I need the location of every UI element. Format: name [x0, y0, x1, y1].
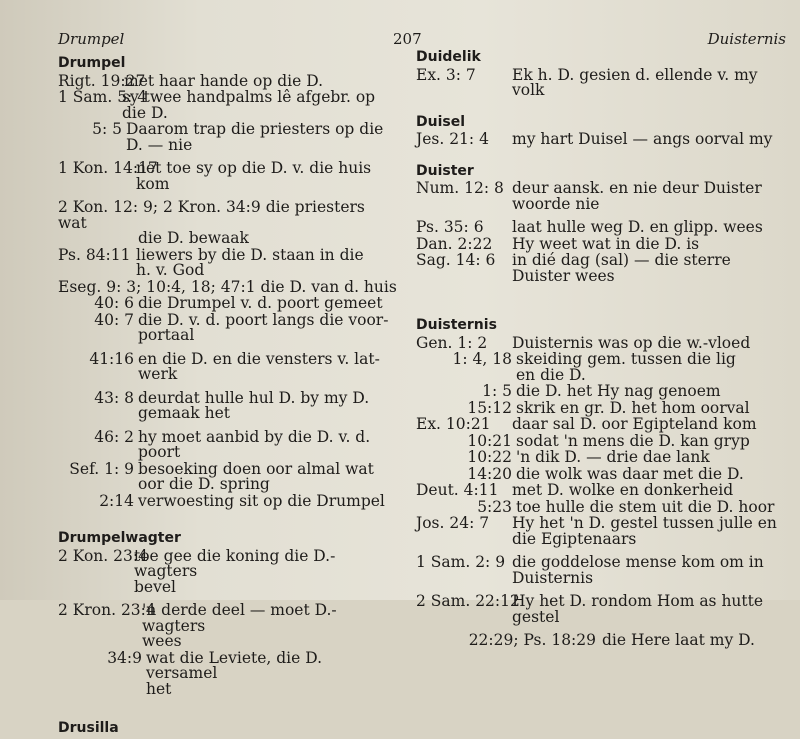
- concordance-entry: [416, 431, 800, 450]
- concordance-entry: [58, 491, 398, 510]
- scripture-ref: 2:14: [99, 491, 134, 510]
- concordance-entry: [416, 464, 800, 483]
- entry-continuation: kom: [136, 174, 170, 193]
- concordance-entry: [416, 253, 800, 284]
- right-column: [416, 50, 800, 649]
- scripture-ref: 15:12: [467, 398, 512, 417]
- concordance-entry: [416, 483, 800, 499]
- header-right-keyword: Duisternis: [707, 30, 786, 48]
- scripture-ref: 10:22: [467, 448, 512, 466]
- entry-text: met D. wolke en donkerheid: [512, 481, 734, 499]
- entry-text: deurdat hulle hul D. by my D.: [138, 388, 370, 407]
- concordance-entry: [416, 516, 800, 547]
- entry-text: 'n dik D. — drie dae lank: [516, 448, 710, 466]
- concordance-entry: [58, 603, 398, 650]
- entry-continuation: Duister wees: [512, 266, 615, 285]
- scripture-ref: 2 Sam. 22:12: [416, 592, 520, 610]
- concordance-entry: [58, 122, 398, 153]
- scripture-ref: 41:16: [89, 349, 134, 368]
- scripture-ref: 14:20: [467, 464, 512, 483]
- entry-continuation: die D.: [122, 103, 168, 122]
- section-heading-duisternis: Duisternis: [416, 317, 497, 333]
- entry-continuation: gemaak het: [138, 404, 230, 422]
- entry-continuation: poort: [138, 443, 181, 461]
- entry-text: hy moet aanbid by die D. v. d.: [138, 427, 371, 446]
- entry-continuation: h. v. God: [136, 261, 205, 279]
- concordance-entry: [58, 427, 398, 461]
- concordance-entry: [416, 450, 800, 466]
- entry-text: die Here laat my D.: [602, 631, 755, 649]
- scripture-ref: 46: 2: [94, 427, 134, 446]
- concordance-entry: [58, 388, 398, 422]
- entry-text: sy twee handpalms lê afgebr. op: [122, 88, 376, 106]
- scripture-ref: 10:21: [467, 431, 512, 450]
- entry-text: wat die Leviete, die D. versamel: [146, 648, 323, 682]
- concordance-entry: [58, 200, 398, 247]
- entry-text: laat hulle weg D. en glipp. wees: [512, 218, 763, 236]
- entry-text: toe gee die koning die D.-wagters: [134, 546, 336, 580]
- concordance-entry: [58, 459, 398, 493]
- scripture-ref: 1 Sam. 2: 9: [416, 553, 506, 571]
- scripture-ref: Eseg. 9: 3; 10:4, 18; 47:1: [58, 277, 256, 296]
- header-left-keyword: Drumpel: [58, 30, 125, 48]
- concordance-entry: [58, 296, 398, 312]
- concordance-entry: [416, 398, 800, 417]
- concordance-entry: [58, 161, 398, 192]
- concordance-entry: [58, 546, 398, 596]
- page-number: 207: [393, 30, 422, 48]
- section-heading-duister: Duister: [416, 162, 474, 179]
- scripture-ref: 1 Sam. 5: 4: [58, 88, 148, 106]
- entry-text: Hy weet wat in die D. is: [512, 234, 700, 253]
- concordance-entry: [416, 594, 800, 625]
- scripture-ref: 5:23: [477, 497, 512, 516]
- concordance-entry: [416, 417, 800, 433]
- entry-text: Hy het D. rondom Hom as hutte: [512, 592, 764, 610]
- entry-text: in dié dag (sal) — die sterre: [512, 251, 731, 269]
- scripture-ref: 1: 5: [482, 382, 512, 400]
- entry-text: sodat 'n mens die D. kan gryp: [516, 431, 750, 450]
- entry-continuation: portaal: [138, 326, 195, 344]
- concordance-entry: [58, 349, 398, 383]
- scripture-ref: Sef. 1: 9: [69, 459, 134, 478]
- concordance-entry: [416, 384, 800, 400]
- entry-continuation: die D. bewaak: [138, 229, 249, 247]
- section-heading-duidelik: Duidelik: [416, 49, 481, 65]
- scripture-ref: Rigt. 19:27: [58, 71, 146, 90]
- concordance-entry: [416, 65, 800, 99]
- concordance-entry: [416, 497, 800, 516]
- concordance-entry: [58, 90, 398, 121]
- entry-continuation: bevel: [134, 577, 176, 596]
- scripture-ref: Jos. 24: 7: [416, 514, 490, 532]
- entry-text: die D. v. d. poort langs die voor-: [138, 310, 389, 329]
- scripture-ref: 1: 4, 18: [452, 350, 512, 368]
- scripture-ref: Gen. 1: 2: [416, 333, 488, 352]
- scripture-ref: Jes. 21: 4: [416, 130, 489, 148]
- scripture-ref: Ps. 35: 6: [416, 218, 484, 236]
- section-heading-drusilla: Drusilla: [58, 720, 119, 736]
- entry-text: toe hulle die stem uit die D. hoor: [516, 497, 775, 516]
- entry-text: my hart Duisel — angs oorval my: [512, 130, 773, 148]
- scripture-ref: 1 Kon. 14:17: [58, 159, 158, 177]
- entry-text: die Drumpel v. d. poort gemeet: [138, 294, 383, 312]
- entry-continuation: woorde nie: [512, 194, 600, 213]
- entry-text: net toe sy op die D. v. die huis: [136, 159, 372, 177]
- scripture-ref: Ps. 84:11: [58, 245, 131, 264]
- scripture-ref: Num. 12: 8: [416, 179, 504, 197]
- entry-continuation: Duisternis: [512, 568, 594, 587]
- left-column: [58, 56, 398, 739]
- scripture-ref: 2 Kon. 12: 9; 2 Kron. 34:9: [58, 198, 261, 216]
- scripture-ref: 5: 5: [92, 120, 122, 138]
- entry-text: liewers by die D. staan in die: [136, 245, 364, 264]
- scripture-ref: 34:9: [107, 648, 142, 667]
- entry-text: deur aansk. en nie deur Duister: [512, 179, 762, 197]
- scripture-ref: 22:29; Ps. 18:29: [468, 631, 596, 649]
- entry-text: die priesters wat: [58, 198, 365, 232]
- entry-continuation: en die D.: [516, 365, 586, 384]
- entry-continuation: volk: [512, 81, 545, 99]
- entry-continuation: het: [146, 679, 172, 698]
- entry-continuation: D. — nie: [126, 135, 193, 154]
- entry-continuation: werk: [138, 365, 178, 383]
- entry-text: die D. van d. huis: [260, 277, 397, 296]
- section-heading-drumpel: Drumpel: [58, 55, 126, 71]
- concordance-entry: [58, 245, 398, 279]
- concordance-entry: [416, 633, 800, 649]
- entry-continuation: oor die D. spring: [138, 475, 270, 493]
- entry-text: daar sal D. oor Egipteland kom: [512, 415, 757, 433]
- scripture-ref: Ex. 10:21: [416, 415, 491, 433]
- entry-continuation: wees: [142, 632, 182, 650]
- entry-text: skrik en gr. D. het hom oorval: [516, 398, 750, 417]
- concordance-entry: [416, 555, 800, 586]
- entry-text: die D. het Hy nag genoem: [516, 382, 721, 400]
- entry-text: Daarom trap die priesters op die: [126, 120, 384, 138]
- concordance-entry: [416, 234, 800, 253]
- section-heading-drumpelwagter: Drumpelwagter: [58, 530, 181, 546]
- entry-text: Hy het 'n D. gestel tussen julle en: [512, 514, 777, 532]
- entry-text: verwoesting sit op die Drumpel: [138, 491, 385, 510]
- entry-text: skeiding gem. tussen die lig: [516, 350, 736, 368]
- scripture-ref: 40: 6: [94, 294, 134, 312]
- concordance-entry: [58, 277, 398, 296]
- entry-continuation: gestel: [512, 607, 560, 626]
- concordance-entry: [58, 71, 398, 90]
- concordance-entry: [416, 132, 800, 148]
- entry-text: die goddelose mense kom om in: [512, 553, 764, 571]
- entry-text: en die D. en die vensters v. lat-: [138, 349, 380, 368]
- concordance-entry: [416, 352, 800, 383]
- entry-text: besoeking doen oor almal wat: [138, 459, 374, 478]
- concordance-entry: [58, 310, 398, 344]
- scripture-ref: 2 Kron. 23:4: [58, 601, 156, 619]
- scripture-ref: Deut. 4:11: [416, 481, 499, 499]
- concordance-entry: [416, 181, 800, 212]
- scripture-ref: Ex. 3: 7: [416, 65, 476, 84]
- concordance-entry: [416, 220, 800, 236]
- concordance-entry: [58, 648, 398, 698]
- section-heading-duisel: Duisel: [416, 113, 466, 130]
- entry-text: Ek h. D. gesien d. ellende v. my: [512, 65, 758, 84]
- scripture-ref: Sag. 14: 6: [416, 251, 496, 269]
- scripture-ref: 43: 8: [94, 388, 134, 407]
- entry-continuation: die Egiptenaars: [512, 529, 637, 548]
- scripture-ref: 40: 7: [94, 310, 134, 329]
- entry-text: met haar hande op die D.: [124, 71, 324, 90]
- scripture-ref: 2 Kon. 23:4: [58, 546, 148, 565]
- concordance-entry: [416, 333, 800, 352]
- entry-text: 'n derde deel — moet D.-wagters: [142, 601, 337, 635]
- entry-text: Duisternis was op die w.-vloed: [512, 333, 751, 352]
- entry-text: die wolk was daar met die D.: [516, 464, 744, 483]
- scripture-ref: Dan. 2:22: [416, 234, 493, 253]
